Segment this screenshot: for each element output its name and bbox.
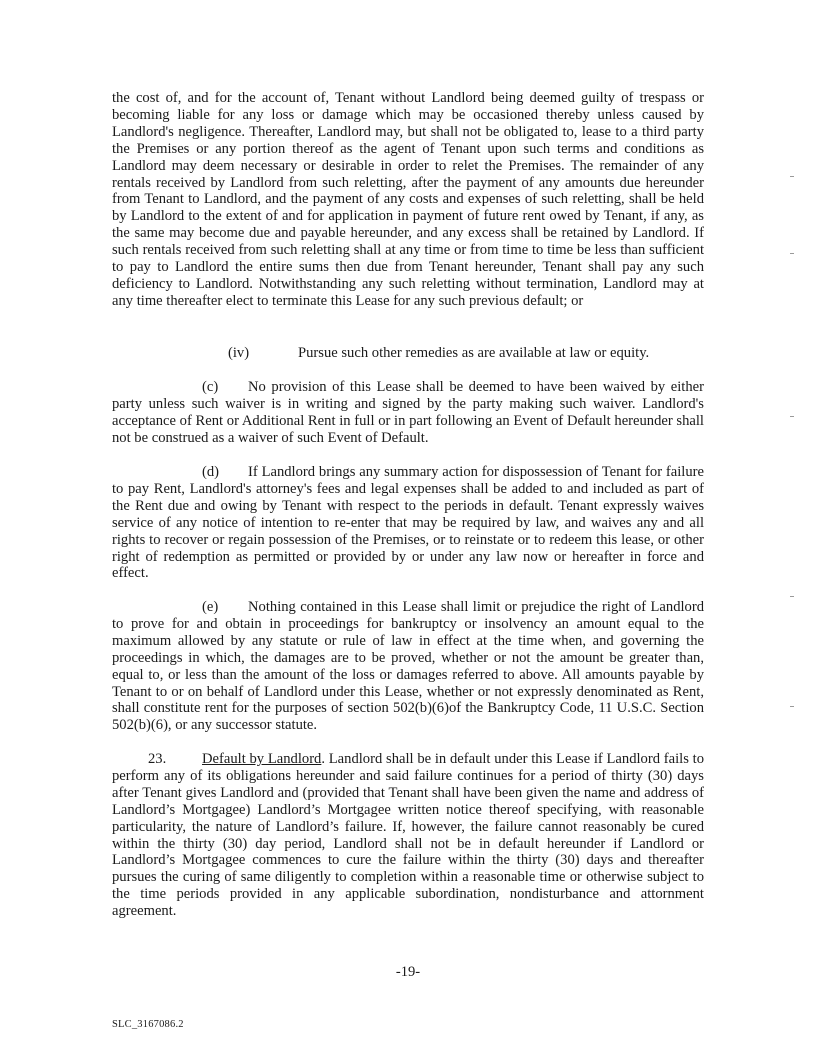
item-e-text: Nothing contained in this Lease shall limit or prejudice the right of Landlord to prove for and obtain in proceedings for bankruptcy or insolvency an amount equal to the maximum allowed by any statute or rule of law in effect at the time when, and governing the proceedings in which, the damages are to be proved, whether or not the amount be greater than, equal to, or less than the amount of the loss or damages referred to above. All amounts payable by Tenant to or on behalf of Landlord under this Lease, whether or not expressly denominated as Rent, shall constitute rent for the purposes of section 502(b)(6)of the Bankruptcy Code, 11 U.S.C. Section 502(b)(6), or any successor statute.: [112, 599, 704, 734]
section-23-text: . Landlord shall be in default under this Lease if Landlord fails to perform any of its obligations hereunder and said failure continues for a period of thirty (30) days after Tenant gives Landlord and (provided that Tenant shall have been given the name and address of Landlord’s Mortgagee) Landlord’s Mortgagee written notice thereof specifying, with reasonable particularity, the nature of Landlord’s failure. If, however, the failure cannot reasonably be cured within the thirty (30) day period, Landlord shall not be in default hereunder if Landlord or Landlord’s Mortgagee commences to cure the failure within the thirty (30) days and thereafter pursues the curing of same diligently to completion within a reasonable time or otherwise subject to the time periods provided in any applicable subordination, nondisturbance and attornment agreement.: [112, 751, 704, 920]
paragraph-item-d: [112, 464, 704, 582]
margin-mark: [790, 706, 794, 707]
paragraph-continuation: the cost of, and for the account of, Tenant without Landlord being deemed guilty of trespass or becoming liable for any loss or damage which may be occasioned thereby unless caused by Landlord's negligence. Thereafter, Landlord may, but shall not be obligated to, lease to a third party the Premises or any portion thereof as the agent of Tenant upon such terms and conditions as Landlord may deem necessary or desirable in order to relet the Premises. The remainder of any rentals received by Landlord from such reletting, after the payment of any amounts due hereunder from Tenant to Landlord, and the payment of any costs and expenses of such reletting, shall be held by Landlord to the extent of and for application in payment of future rent owed by Tenant, if any, as the same may become due and payable hereunder, and any excess shall be retained by Landlord. If such rentals received from such reletting shall at any time or from time to time be less than sufficient to pay to Landlord the entire sums then due from Tenant hereunder, Tenant shall pay any such deficiency to Landlord. Notwithstanding any such reletting without termination, Landlord may at any time thereafter elect to terminate this Lease for any such previous default; or: [112, 90, 704, 309]
footer-document-id: SLC_3167086.2: [112, 1019, 184, 1030]
item-e-label: (e): [202, 599, 219, 615]
margin-mark: [790, 253, 794, 254]
item-iv-label: (iv): [228, 345, 250, 361]
margin-mark: [790, 176, 794, 177]
page-number: -19-: [395, 964, 421, 980]
section-23-heading: Default by Landlord: [202, 751, 322, 767]
item-d-label: (d): [202, 464, 220, 480]
item-iv-text: Pursue such other remedies as are available at law or equity.: [298, 345, 650, 361]
margin-mark: [790, 416, 794, 417]
paragraph-item-iv: [228, 345, 708, 362]
section-23-number: 23.: [148, 751, 167, 767]
item-c-label: (c): [202, 379, 219, 395]
paragraph-item-c: [112, 379, 704, 447]
paragraph-item-e: [112, 599, 704, 734]
margin-mark: [790, 596, 794, 597]
item-c-text: No provision of this Lease shall be deemed to have been waived by either party unless such waiver is in writing and signed by the party making such waiver. Landlord's acceptance of Rent or Additional Rent in full or in part following an Event of Default hereunder shall not be construed as a waiver of such Event of Default.: [112, 379, 704, 446]
section-23: [112, 751, 704, 920]
item-d-text: If Landlord brings any summary action for dispossession of Tenant for failure to pay Rent, Landlord's attorney's fees and legal expenses shall be added to and included as part of the Rent due and owing by Tenant with respect to the periods in default. Tenant expressly waives service of any notice of intention to re-enter that may be required by law, and waives any and all rights to recover or regain possession of the Premises, or to reinstate or to redeem this lease, or other right of redemption as permitted or provided by or under any law now or hereafter in force and effect.: [112, 464, 704, 582]
